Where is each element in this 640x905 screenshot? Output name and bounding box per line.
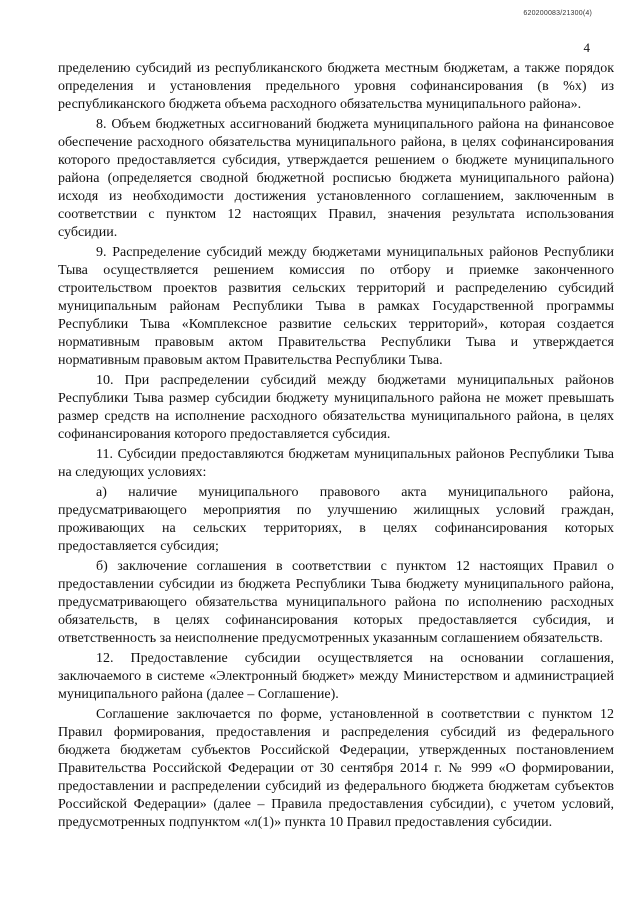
paragraph-item-8: 8. Объем бюджетных ассигнований бюджета муниципального района на финансовое обеспечение расходного обязательства муниципального района, в целях софинансирования которого предоставляется субсидия, утверждается решением о бюджете муниципального района (определяется сводной бюджетной росписью бюджета муниципального района) исходя из необходимости достижения установленного соглашением, заключенным в соответствии с пунктом 12 настоящих Правил, значения результата использования субсидии. — [58, 117, 614, 240]
paragraph-continuation: пределению субсидий из республиканского бюджета местным бюджетам, а также порядок определения и установления предельного уровня софинансирования (в %х) из республиканского бюджета объема расходного обязательства муниципального района». — [58, 61, 614, 112]
paragraph-subitem-a: а) наличие муниципального правового акта муниципального района, предусматривающего мероприятия по улучшению жилищных условий граждан, проживающих на сельских территориях, в целях софинансирования которых предоставляется субсидия; — [58, 485, 614, 554]
page-number: 4 — [583, 40, 590, 55]
paragraph-item-10: 10. При распределении субсидий между бюджетами муниципальных районов Республики Тыва размер субсидии бюджету муниципального района не может превышать размер средств на исполнение расходного обязательства муниципального района, в целях софинансирования которого предоставляется субсидия. — [58, 373, 614, 442]
paragraph-subitem-b: б) заключение соглашения в соответствии с пунктом 12 настоящих Правил о предоставлении субсидии из бюджета Республики Тыва бюджету муниципального района, предусматривающего обязательства муниципального района по исполнению расходных обязательств, в целях софинансирования которых предоставляется субсидия, и ответственность за неисполнение предусмотренных указанным соглашением обязательств. — [58, 559, 614, 646]
document-code: 620200083/21300(4) — [523, 10, 592, 17]
paragraph-item-12: 12. Предоставление субсидии осуществляется на основании соглашения, заключаемого в системе «Электронный бюджет» между Министерством и администрацией муниципального района (далее – Соглашение). — [58, 651, 614, 702]
paragraph-item-11: 11. Субсидии предоставляются бюджетам муниципальных районов Республики Тыва на следующих условиях: — [58, 447, 614, 480]
paragraph-agreement-form: Соглашение заключается по форме, установленной в соответствии с пунктом 12 Правил формирования, предоставления и распределения субсидий из федерального бюджета бюджетам субъектов Российской Федерации, утвержденных постановлением Правительства Российской Федерации от 30 сентября 2014 г. № 999 «О формировании, предоставлении и распределении субсидий из федерального бюджета бюджетам субъектов Российской Федерации» (далее – Правила предоставления субсидии), с учетом условий, предусмотренных подпунктом «л(1)» пункта 10 Правил предоставления субсидии. — [58, 707, 614, 830]
document-body — [58, 60, 614, 834]
paragraph-item-9: 9. Распределение субсидий между бюджетами муниципальных районов Республики Тыва осуществляется решением комиссия по отбору и приемке законченного строительством проектов развития сельских территорий и распределению субсидий муниципальным районам Республики Тыва в рамках Государственной программы Республики Тыва «Комплексное развитие сельских территорий», которая создается нормативным правовым актом Правительства Республики Тыва и утверждается нормативным правовым актом Правительства Республики Тыва. — [58, 245, 614, 368]
